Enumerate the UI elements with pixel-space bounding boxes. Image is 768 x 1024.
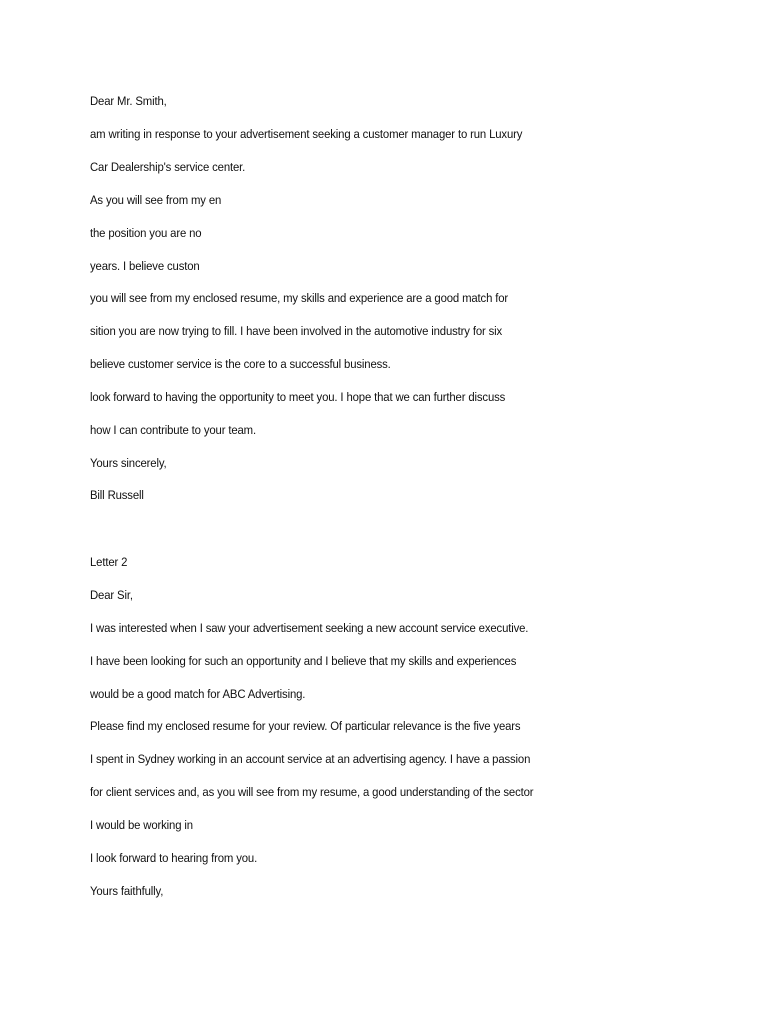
letter1-body-line: Car Dealership's service center.	[90, 160, 246, 174]
letter2-body-line: I look forward to hearing from you.	[90, 851, 258, 865]
letter1-body-line: the position you are no	[90, 226, 202, 240]
letter1-body-line: believe customer service is the core to a successful business.	[90, 357, 391, 371]
letter2-body-line: Please find my enclosed resume for your review. Of particular relevance is the five years	[90, 719, 521, 733]
letter2-body-line: would be a good match for ABC Advertising.	[90, 687, 306, 701]
letter1-body-line: how I can contribute to your team.	[90, 423, 257, 437]
letter1-closing: Yours sincerely,	[90, 456, 167, 470]
letter2-heading: Letter 2	[90, 555, 128, 569]
letter1-body-line: am writing in response to your advertisement seeking a customer manager to run Luxury	[90, 127, 523, 141]
letter2-body-line: I have been looking for such an opportunity and I believe that my skills and experiences	[90, 654, 517, 668]
letter1-signature: Bill Russell	[90, 488, 144, 502]
letter1-body-line: look forward to having the opportunity to meet you. I hope that we can further discuss	[90, 390, 506, 404]
letter2-closing: Yours faithfully,	[90, 884, 164, 898]
letter1-salutation: Dear Mr. Smith,	[90, 94, 167, 108]
letter1-body-line: As you will see from my en	[90, 193, 222, 207]
letter1-body-line: you will see from my enclosed resume, my skills and experience are a good match for	[90, 291, 509, 305]
letter2-body-line: I would be working in	[90, 818, 193, 832]
letter2-body-line: for client services and, as you will see from my resume, a good understanding of the sector	[90, 785, 534, 799]
letter1-body-line: sition you are now trying to fill. I have been involved in the automotive industry for six	[90, 324, 503, 338]
letter2-body-line: I was interested when I saw your advertisement seeking a new account service executive.	[90, 621, 529, 635]
letter1-body-line: years. I believe custon	[90, 259, 200, 273]
letter2-salutation: Dear Sir,	[90, 588, 133, 602]
letter2-body-line: I spent in Sydney working in an account service at an advertising agency. I have a passion	[90, 752, 531, 766]
